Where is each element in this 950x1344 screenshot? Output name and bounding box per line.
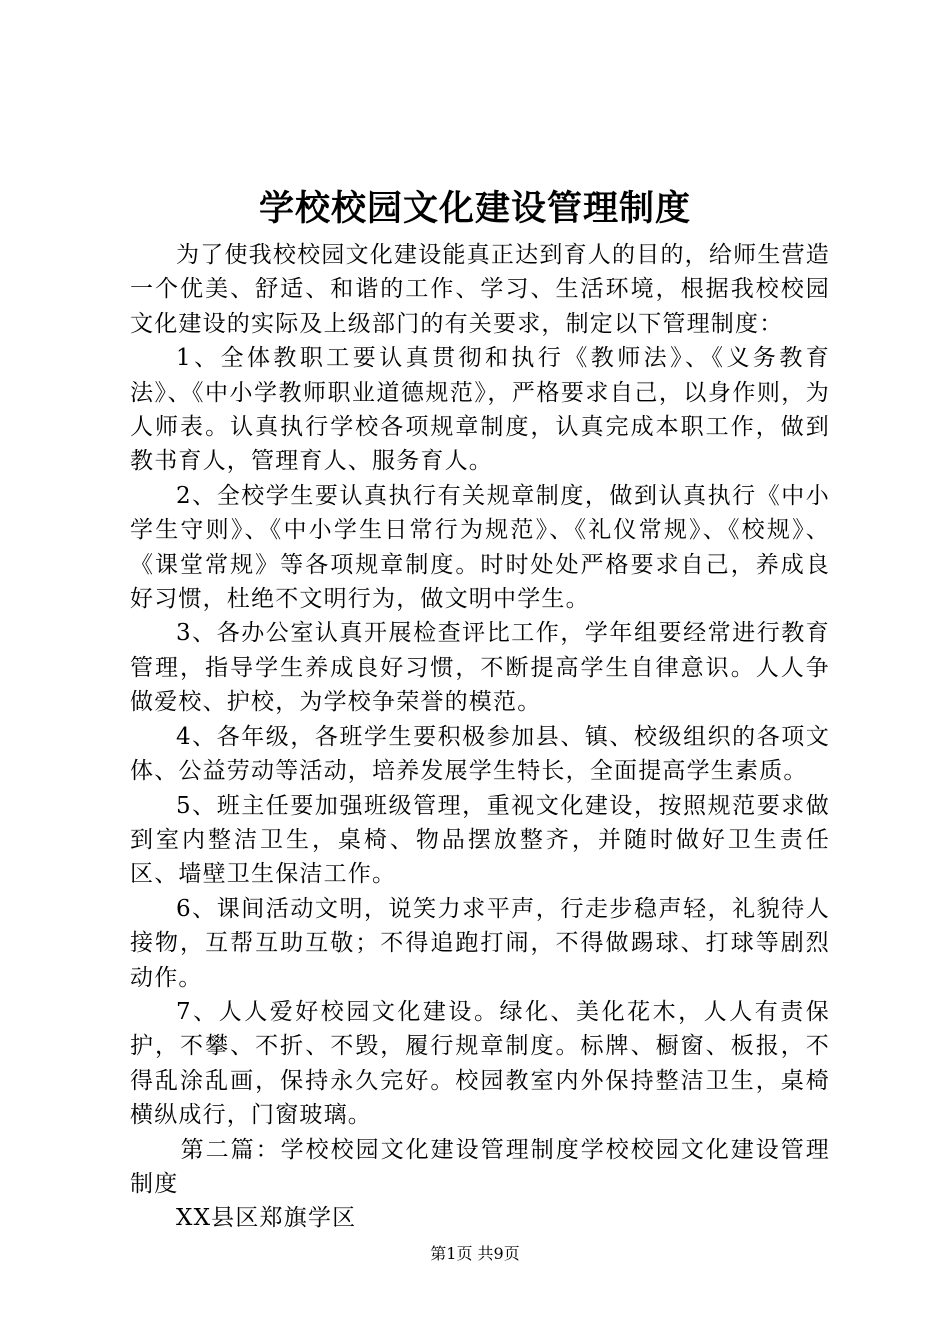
rule-paragraph-6: 6、课间活动文明，说笑力求平声，行走步稳声轻，礼貌待人接物，互帮互助互敬；不得追跑打闹，不得做踢球、打球等剧烈动作。 — [130, 895, 830, 991]
rule-paragraph-5: 5、班主任要加强班级管理，重视文化建设，按照规范要求做到室内整洁卫生，桌椅、物品摆放整齐，并随时做好卫生责任区、墙壁卫生保洁工作。 — [130, 792, 830, 888]
rule-paragraph-4: 4、各年级，各班学生要积极参加县、镇、校级组织的各项文体、公益劳动等活动，培养发展学生特长，全面提高学生素质。 — [130, 723, 830, 785]
rule-paragraph-2: 2、全校学生要认真执行有关规章制度，做到认真执行《中小学生守则》、《中小学生日常行为规范》、《礼仪常规》、《校规》、《课堂常规》等各项规章制度。时时处处严格要求自己，养成良好习惯，杜绝不文明行为，做文明中学生。 — [130, 482, 830, 613]
intro-paragraph: 为了使我校校园文化建设能真正达到育人的目的，给师生营造一个优美、舒适、和谐的工作、学习、生活环境，根据我校校园文化建设的实际及上级部门的有关要求，制定以下管理制度： — [130, 242, 830, 337]
page-footer: 第1页 共9页 — [430, 1244, 520, 1263]
document-body — [130, 238, 830, 1236]
rule-paragraph-7: 7、人人爱好校园文化建设。绿化、美化花木，人人有责保护，不攀、不折、不毁，履行规章制度。标牌、橱窗、板报，不得乱涂乱画，保持永久完好。校园教室内外保持整洁卫生，桌椅横纵成行，门窗玻璃。 — [130, 998, 830, 1129]
district-line: XX县区郑旗学区 — [176, 1205, 357, 1232]
rule-paragraph-3: 3、各办公室认真开展检查评比工作，学年组要经常进行教育管理，指导学生养成良好习惯，不断提高学生自律意识。人人争做爱校、护校，为学校争荣誉的模范。 — [130, 620, 830, 716]
rule-paragraph-1: 1、全体教职工要认真贯彻和执行《教师法》、《义务教育法》、《中小学教师职业道德规范》，严格要求自己，以身作则，为人师表。认真执行学校各项规章制度，认真完成本职工作，做到教书育人，管理育人、服务育人。 — [130, 345, 830, 475]
second-part-heading: 第二篇：学校校园文化建设管理制度学校校园文化建设管理制度 — [130, 1136, 830, 1197]
document-title: 学校校园文化建设管理制度 — [258, 188, 691, 229]
